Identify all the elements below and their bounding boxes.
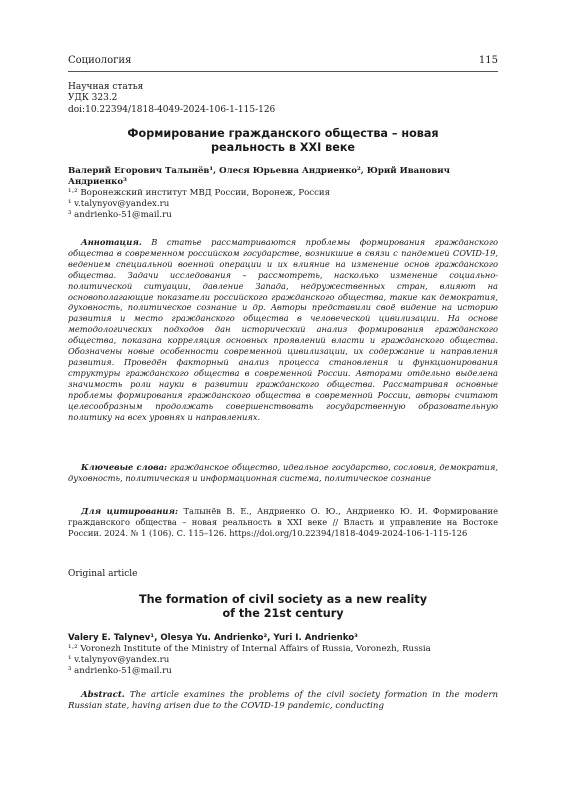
ru-citation xyxy=(68,506,498,539)
ru-keywords xyxy=(68,462,498,484)
header-rule xyxy=(68,71,498,72)
en-affiliation: ¹·² Voronezh Institute of the Ministry of Internal Affairs of Russia, Voronezh, Russia xyxy=(68,644,431,654)
ru-keywords-label: Ключевые слова: xyxy=(81,462,168,472)
ru-abstract xyxy=(68,237,498,422)
article-meta xyxy=(68,82,498,116)
article-type: Научная статья xyxy=(68,82,144,92)
udk: УДК 323.2 xyxy=(68,93,118,104)
en-title xyxy=(68,593,498,621)
journal-section: Социология xyxy=(68,55,132,66)
en-email-3: ³ andrienko-51@mail.ru xyxy=(68,666,172,676)
doi: doi:10.22394/1818-4049-2024-106-1-115-126 xyxy=(68,104,276,115)
ru-title-line1: Формирование гражданского общества – новая xyxy=(127,127,439,140)
ru-email-1: ¹ v.talynyov@yandex.ru xyxy=(68,199,170,209)
en-title-line1: The formation of civil society as a new reality xyxy=(138,593,428,606)
page-number: 115 xyxy=(478,55,498,66)
en-authors-block xyxy=(68,633,498,677)
en-article-type: Original article xyxy=(68,569,138,579)
ru-abstract-text: В статье рассматриваются проблемы формирования гражданского общества в современном российском государстве, возникшие в связи с пандемией COVID-19, ведением специальной военной операции и их влияние на изменение основ гражданского общества. Задачи исследования – рассмотреть, насколько изменение социально-политической ситуации, давление Запада, недружественных стран, влияют на основополагающие показатели российского гражданского общества, такие как демократия, духовность, политическое сознание и др. Авторы представили своё видение на историю развития и место гражданского общества в человеческой цивилизации. На основе методологических подходов дан исторический анализ формирования гражданского общества, показана корреляция основных проявлений власти и гражданского общества. Обозначены новые особенности современной цивилизации, их содержание и направления развития. Проведён факторный анализ процесса становления и функционирования структуры гражданского общества в современной России. Авторами отдельно выделена значимость роли науки в развитии гражданского общества. Рассматривая основные проблемы формирования гражданского общества в современной России, авторы считают целесообразным продолжать совершенствовать государственную образовательную политику на всех уровнях и направлениях. xyxy=(68,237,499,422)
ru-keywords-text: гражданское общество, идеальное государство, сословия, демократия, духовность, политическая и информационная система, политическое сознание xyxy=(68,462,498,483)
en-title-line2: of the 21st century xyxy=(222,607,344,620)
ru-authors-line2: Андриенко³ xyxy=(68,177,127,187)
ru-authors-line1: Валерий Егорович Талынёв¹, Олеся Юрьевна Андриенко², Юрий Иванович xyxy=(68,166,450,176)
ru-affiliation: ¹·² Воронежский институт МВД России, Воронеж, Россия xyxy=(68,188,331,198)
ru-citation-label: Для цитирования: xyxy=(81,506,179,516)
ru-citation-text: Талынёв В. Е., Андриенко О. Ю., Андриенко Ю. И. Формирование гражданского общества – новая реальность в XXI веке // Власть и управление на Востоке России. 2024. № 1 (106). С. 115–126. https://doi.org/10.22394/1818-4049-2024-106-1-115-126 xyxy=(68,506,498,538)
ru-title-line2: реальность в XXI веке xyxy=(210,141,356,154)
ru-title xyxy=(68,127,498,155)
en-abstract-text: The article examines the problems of the civil society formation in the modern Russian state, having arisen due to the COVID-19 pandemic, conducting xyxy=(68,690,499,712)
running-header xyxy=(68,55,498,71)
en-authors: Valery E. Talynev¹, Olesya Yu. Andrienko², Yuri I. Andrienko³ xyxy=(68,633,358,643)
en-abstract-label: Abstract. xyxy=(81,690,125,700)
ru-authors-block xyxy=(68,166,498,221)
ru-email-3: ³ andrienko-51@mail.ru xyxy=(68,210,172,220)
en-abstract xyxy=(68,690,498,713)
ru-abstract-label: Аннотация. xyxy=(81,237,142,247)
en-email-1: ¹ v.talynyov@yandex.ru xyxy=(68,655,170,665)
